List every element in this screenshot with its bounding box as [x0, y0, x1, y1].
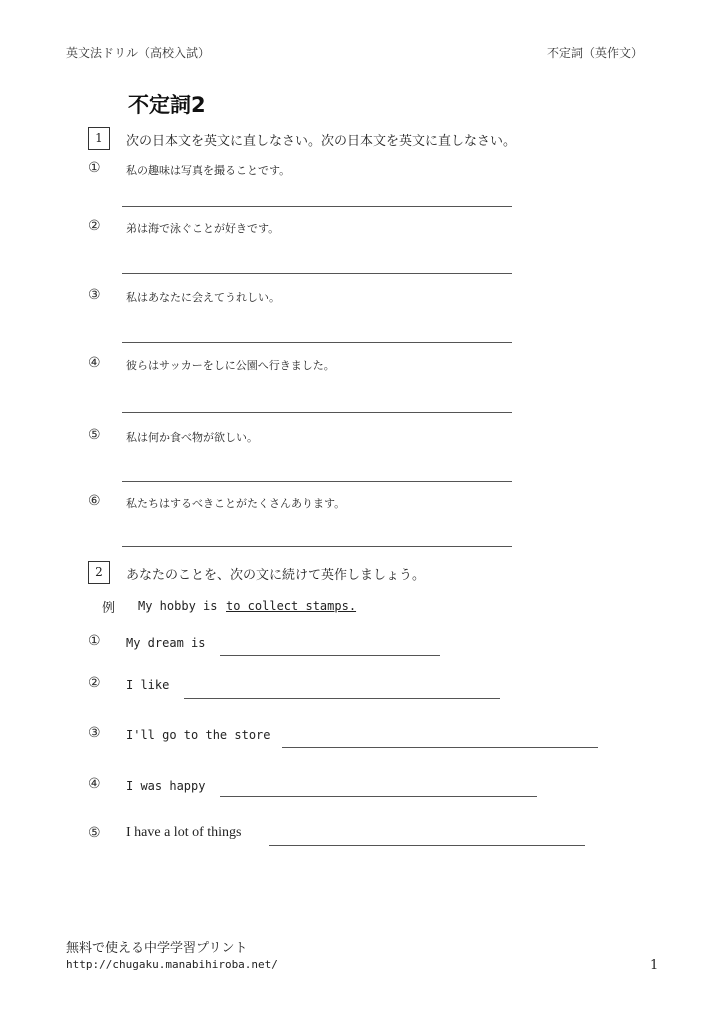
item-marker: ⑤: [88, 825, 101, 841]
page-number: 1: [650, 958, 659, 973]
question-text: 私の趣味は写真を撮ることです。: [126, 164, 291, 177]
answer-line[interactable]: [122, 273, 512, 274]
footer-url[interactable]: http://chugaku.manabihiroba.net/: [66, 958, 278, 971]
question-text: 彼らはサッカーをしに公園へ行きました。: [126, 359, 335, 372]
page-title: 不定詞2: [128, 93, 206, 117]
item-marker: ①: [88, 633, 101, 649]
item-marker: ③: [88, 287, 101, 303]
item-marker: ④: [88, 355, 101, 371]
answer-line[interactable]: [220, 796, 537, 797]
prompt-text: My dream is: [126, 636, 206, 650]
prompt-text: I like: [126, 678, 170, 692]
item-marker: ⑤: [88, 427, 101, 443]
section-2-instruction: あなたのことを、次の文に続けて英作しましょう。: [126, 568, 426, 583]
answer-line[interactable]: [269, 845, 585, 846]
answer-line[interactable]: [122, 342, 512, 343]
answer-line[interactable]: [122, 206, 512, 207]
section-2-number-box: 2: [88, 561, 110, 584]
question-text: 私たちはするべきことがたくさんあります。: [126, 497, 346, 510]
item-marker: ④: [88, 776, 101, 792]
example-prefix: My hobby is: [138, 599, 218, 613]
question-text: 私は何か食べ物が欲しい。: [126, 431, 258, 444]
header-left: 英文法ドリル（高校入試）: [66, 46, 211, 60]
item-marker: ③: [88, 725, 101, 741]
answer-line[interactable]: [122, 546, 512, 547]
answer-line[interactable]: [184, 698, 500, 699]
prompt-text: I'll go to the store: [126, 728, 271, 742]
footer-site-name: 無料で使える中学学習プリント: [66, 941, 248, 956]
answer-line[interactable]: [220, 655, 440, 656]
example-answer: to collect stamps.: [226, 599, 357, 613]
section-1-instruction: 次の日本文を英文に直しなさい。次の日本文を英文に直しなさい。: [126, 134, 517, 149]
question-text: 私はあなたに会えてうれしい。: [126, 291, 280, 304]
example-label: 例: [102, 601, 116, 616]
answer-line[interactable]: [122, 481, 512, 482]
section-1-number-box: 1: [88, 127, 110, 150]
answer-line[interactable]: [122, 412, 512, 413]
prompt-text: I have a lot of things: [126, 825, 242, 840]
item-marker: ②: [88, 218, 101, 234]
item-marker: ①: [88, 160, 101, 176]
header-right: 不定詞（英作文）: [547, 46, 644, 60]
answer-line[interactable]: [282, 747, 598, 748]
prompt-text: I was happy: [126, 779, 206, 793]
question-text: 弟は海で泳ぐことが好きです。: [126, 222, 280, 235]
item-marker: ②: [88, 675, 101, 691]
item-marker: ⑥: [88, 493, 101, 509]
